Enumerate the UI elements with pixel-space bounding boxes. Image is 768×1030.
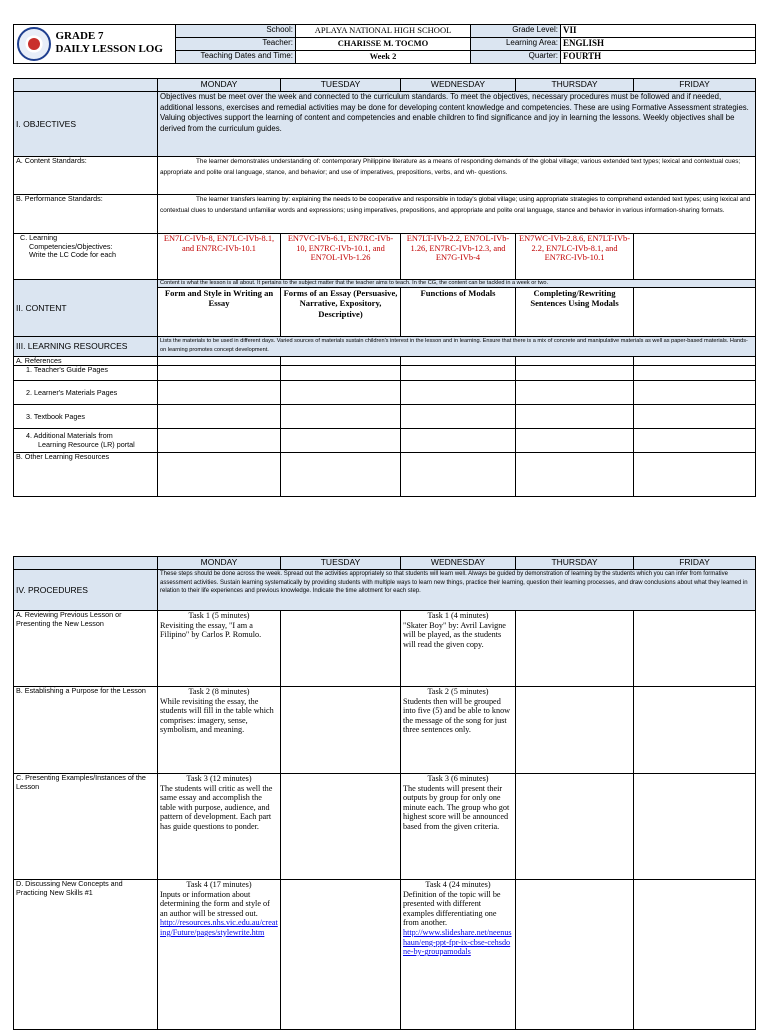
day-header-friday-2: FRIDAY bbox=[634, 557, 756, 570]
task-title: Task 4 (17 minutes) bbox=[186, 880, 252, 889]
reviewing-wednesday bbox=[401, 611, 516, 687]
new-concepts-wednesday bbox=[401, 880, 516, 1030]
other-resources-label: B. Other Learning Resources bbox=[14, 453, 158, 497]
resource-link[interactable]: http://resources.nhs.vic.edu.au/creating/Future/pages/stylewrite.htm bbox=[160, 918, 278, 937]
new-concepts-monday bbox=[158, 880, 281, 1030]
competencies-label-line2: Competencies/Objectives: bbox=[29, 241, 113, 251]
content-monday: Form and Style in Writing an Essay bbox=[158, 287, 281, 336]
seal-icon bbox=[17, 27, 51, 61]
task-title: Task 3 (6 minutes) bbox=[427, 774, 489, 783]
content-note: Content is what the lesson is all about. It pertains to the subject matter that the teacher aims to teach. In the CG, the content can be tackled in a week or two. bbox=[158, 280, 756, 288]
performance-standards-label: B. Performance Standards: bbox=[14, 195, 158, 234]
new-concepts-label: D. Discussing New Concepts and Practicing New Skills #1 bbox=[14, 880, 158, 1030]
teacher-value: CHARISSE M. TOCMO bbox=[296, 38, 471, 51]
objectives-description: Objectives must be meet over the week and connected to the curriculum standards. To meet the objectives, necessary procedures must be followed and if needed, additional lessons, exercises and remedial activities may be done for developing content knowledge and competencies. These are using Formative Assessment strategies. Valuing objectives support the learning of content and competencies and enable children to find significance and joy in learning the lessons. Weekly objectives shall be derived from the curriculum guides. bbox=[158, 92, 756, 157]
dates-label: Teaching Dates and Time: bbox=[176, 51, 296, 64]
dates-value: Week 2 bbox=[296, 51, 471, 64]
competencies-label bbox=[14, 234, 158, 280]
quarter-label: Quarter: bbox=[471, 51, 561, 64]
slideshare-link[interactable]: http://www.slideshare.net/neenushaun/eng-ppt-fpr-ix-cbse-cehsdone-by-groupamodals bbox=[403, 927, 512, 957]
resources-note: Lists the materials to be used in different days. Varied sources of materials sustain children's interest in the lesson and in learning. Ensure that there is a mix of concrete and manipulative materials as well as paper-based materials. Hands-on learning promotes concept development. bbox=[158, 336, 756, 356]
purpose-label: B. Establishing a Purpose for the Lesson bbox=[14, 687, 158, 774]
competency-tuesday: EN7VC-IVb-6.1, EN7RC-IVb-10, EN7RC-IVb-10.1, and EN7OL-IVb-1.26 bbox=[281, 234, 401, 280]
competency-wednesday: EN7LT-IVb-2.2, EN7OL-IVb-1.26, EN7RC-IVb-12.3, and EN7G-IVb-4 bbox=[401, 234, 516, 280]
content-friday bbox=[634, 287, 756, 336]
reviewing-lesson-label: A. Reviewing Previous Lesson or Presenting the New Lesson bbox=[14, 611, 158, 687]
task-title: Task 2 (5 minutes) bbox=[427, 687, 489, 696]
school-value: APLAYA NATIONAL HIGH SCHOOL bbox=[296, 25, 471, 38]
content-thursday: Completing/Rewriting Sentences Using Modals bbox=[516, 287, 634, 336]
purpose-wednesday bbox=[401, 687, 516, 774]
competencies-label-line1: C. Learning bbox=[20, 233, 58, 242]
log-title bbox=[54, 25, 176, 64]
content-tuesday: Forms of an Essay (Persuasive, Narrative, Expository, Descriptive) bbox=[281, 287, 401, 336]
school-label: School: bbox=[176, 25, 296, 38]
grade-value: VII bbox=[561, 25, 756, 38]
competency-thursday: EN7WC-IVb-2.8.6, EN7LT-IVb-2.2, EN7LC-IVb-8.1, and EN7RC-IVb-10.1 bbox=[516, 234, 634, 280]
additional-materials-line2: Learning Resource (LR) portal bbox=[38, 439, 135, 449]
purpose-monday bbox=[158, 687, 281, 774]
references-label: A. References bbox=[14, 356, 158, 366]
day-header-tuesday-2: TUESDAY bbox=[281, 557, 401, 570]
performance-standards-text: The learner transfers learning by: explaining the needs to be cooperative and responsible in today's global village; using appropriate strategies to comprehend extended text types; using lexical and contextual clues to understand unfamiliar words and expressions; using imperatives, prepositions, and appropriate and polite oral language, stance and behavior in various information-sharing formats. bbox=[158, 195, 756, 234]
task-text: "Skater Boy" by: Avril Lavigne will be played, as the students will read the given copy. bbox=[403, 620, 506, 649]
objectives-label: I. OBJECTIVES bbox=[14, 92, 158, 157]
day-header-monday: MONDAY bbox=[158, 79, 281, 92]
day-header-thursday-2: THURSDAY bbox=[516, 557, 634, 570]
task-text: The students will critic as well the same essay and accomplish the table with purpose, audience, and pattern of development. Each part has guide questions to ponder. bbox=[160, 783, 273, 831]
task-text: While revisiting the essay, the students will fill in the table which comprises: imagery, sense, symbolism, and meaning. bbox=[160, 696, 274, 735]
teacher-label: Teacher: bbox=[176, 38, 296, 51]
task-text: Definition of the topic will be presented with different examples differentiating one from another. bbox=[403, 889, 501, 928]
day-header-wednesday: WEDNESDAY bbox=[401, 79, 516, 92]
header-table bbox=[13, 24, 756, 64]
log-subtitle: DAILY LESSON LOG bbox=[55, 43, 163, 55]
content-label: II. CONTENT bbox=[14, 280, 158, 337]
day-header-friday: FRIDAY bbox=[634, 79, 756, 92]
deped-logo bbox=[14, 25, 54, 64]
task-text: Students then will be grouped into five (5) and be able to know the message of the song for just three sentences only. bbox=[403, 696, 511, 735]
task-title: Task 1 (5 minutes) bbox=[188, 611, 250, 620]
task-text: Revisiting the essay, "I am a Filipino" by Carlos P. Romulo. bbox=[160, 620, 262, 640]
area-label: Learning Area: bbox=[471, 38, 561, 51]
day-header-tuesday: TUESDAY bbox=[281, 79, 401, 92]
competency-friday bbox=[634, 234, 756, 280]
day-header-thursday: THURSDAY bbox=[516, 79, 634, 92]
day-header-wednesday-2: WEDNESDAY bbox=[401, 557, 516, 570]
task-text: The students will present their outputs by group for only one minute each. The group who got highest score will be announced based from the given criteria. bbox=[403, 783, 510, 831]
task-text: Inputs or information about determining the form and style of an author will be stressed out. bbox=[160, 889, 270, 918]
procedures-note: These steps should be done across the week. Spread out the activities appropriately so that students will learn well. Always be guided by demonstration of learning by the students which you can infer from formative assessment activities. Sustain learning systematically by providing students with multiple ways to learn new things, practice their learning, question their learning processes, and draw conclusions about what they learned in relation to their life experiences and previous knowledge. Indicate the time allotment for each step. bbox=[158, 570, 756, 611]
day-header-monday-2: MONDAY bbox=[158, 557, 281, 570]
additional-materials-line1: 4. Additional Materials from bbox=[26, 431, 113, 441]
examples-wednesday bbox=[401, 774, 516, 880]
reviewing-monday bbox=[158, 611, 281, 687]
competency-monday: EN7LC-IVb-8, EN7LC-IVb-8.1, and EN7RC-IVb-10.1 bbox=[158, 234, 281, 280]
content-standards-text: The learner demonstrates understanding of: contemporary Philippine literature as a means of responding demands of the global village; various extended text types; lexical and contextual cues; appropriate and polite oral language, stance, and behavior; and use of imperatives, prepositions, verbs, and wh- questions. bbox=[158, 157, 756, 195]
content-standards-label: A. Content Standards: bbox=[14, 157, 158, 195]
task-title: Task 3 (12 minutes) bbox=[186, 774, 252, 783]
procedures-table bbox=[13, 556, 756, 1030]
competencies-label-line3: Write the LC Code for each bbox=[29, 250, 116, 260]
task-title: Task 4 (24 minutes) bbox=[425, 880, 491, 889]
objectives-table bbox=[13, 78, 756, 497]
teachers-guide-label: 1. Teacher's Guide Pages bbox=[14, 366, 158, 381]
procedures-label: IV. PROCEDURES bbox=[14, 570, 158, 611]
examples-monday bbox=[158, 774, 281, 880]
learners-materials-label: 2. Learner's Materials Pages bbox=[14, 381, 158, 405]
resources-label: III. LEARNING RESOURCES bbox=[14, 336, 158, 356]
task-title: Task 2 (8 minutes) bbox=[188, 687, 250, 696]
quarter-value: FOURTH bbox=[561, 51, 756, 64]
examples-label: C. Presenting Examples/Instances of the Lesson bbox=[14, 774, 158, 880]
content-wednesday: Functions of Modals bbox=[401, 287, 516, 336]
grade-label: Grade Level: bbox=[471, 25, 561, 38]
area-value: ENGLISH bbox=[561, 38, 756, 51]
task-title: Task 1 (4 minutes) bbox=[427, 611, 489, 620]
additional-materials-label bbox=[14, 429, 158, 453]
grade-title: GRADE 7 bbox=[55, 30, 104, 42]
textbook-pages-label: 3. Textbook Pages bbox=[14, 405, 158, 429]
